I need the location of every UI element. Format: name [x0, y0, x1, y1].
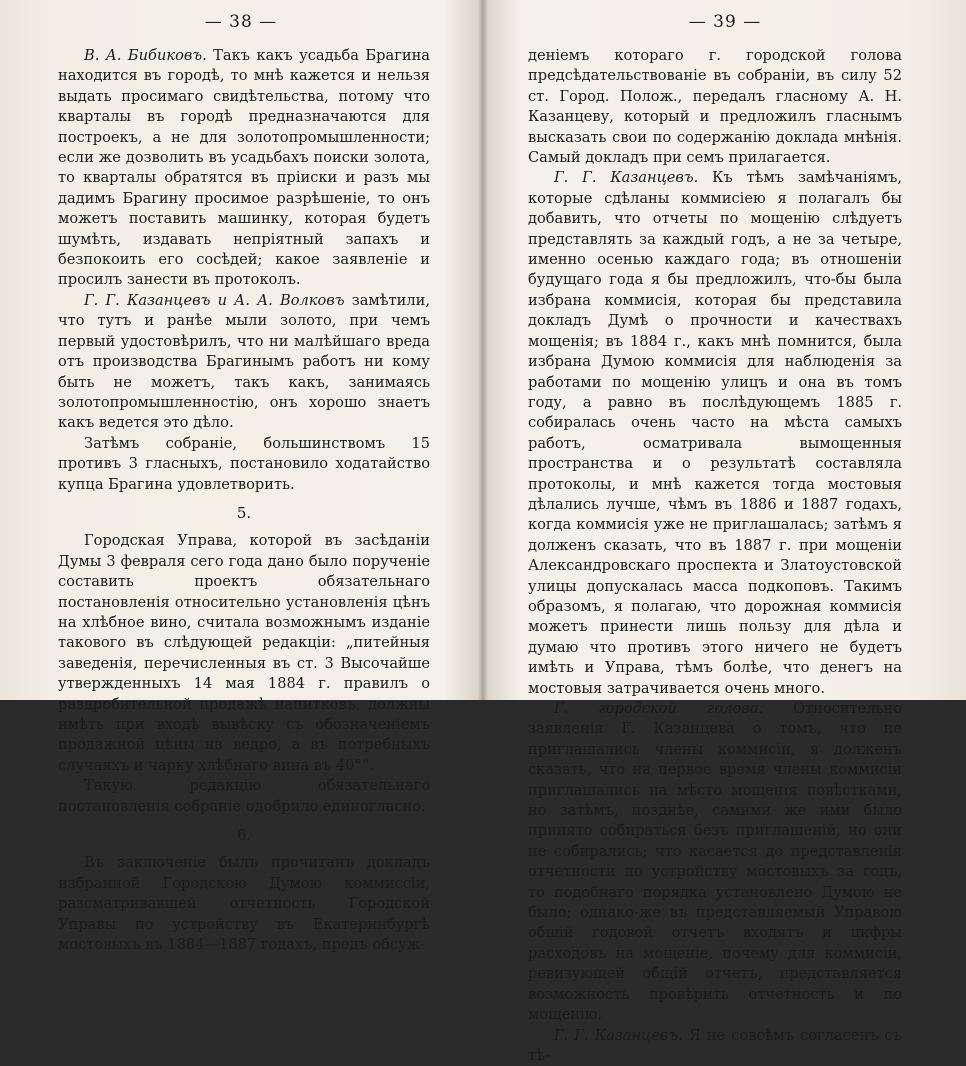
paragraph-text: Затѣмъ собраніе, большинствомъ 15 противъ 3 гласныхъ, постановило ходатайство купца Брагина удовлетворить.: [58, 435, 430, 493]
paragraph-continuation: [528, 46, 902, 168]
page-text: [58, 46, 430, 955]
paragraph-text: Къ тѣмъ замѣчаніямъ, которые сдѣланы коммисіею я полагалъ бы добавить, что отчеты по мощенію слѣдуетъ представлять за каждый годъ, а не за четыре, именно осенью каждаго года; въ отношеніи будущаго года я бы предложилъ, что-бы была избрана коммисія, которая бы представила докладъ Думѣ о прочности и качествахъ мощенія; въ 1884 г., какъ мнѣ помнится, была избрана Думою коммисія для наблюденія за работами по мощенію улицъ и она въ томъ году, а равно въ послѣдующемъ 1885 г. собиралась очень часто на мѣста самыхъ работъ, осматривала вымощенныя пространства и о результатѣ составляла протоколы, и мнѣ кажется тогда мостовыя дѣлались лучше, чѣмъ въ 1886 и 1887 годахъ, когда коммисія уже не приглашалась; затѣмъ я долженъ сказать, что въ 1887 г. при мощеніи Александровскаго проспекта и Златоустовской улицы допускалась масса подкоповъ. Такимъ образомъ, я полагаю, что дорожная коммисія можетъ принести лишь пользу для дѣла и думаю что противъ этого ничего не будетъ имѣть и Управа, тѣмъ болѣе, что денегъ на мостовыя затрачивается очень много.: [528, 169, 902, 696]
paragraph: [58, 776, 430, 817]
paragraph: [58, 291, 430, 434]
left-page: [0, 0, 482, 700]
paragraph-text: Такъ какъ усадьба Брагина находится въ городѣ, то мнѣ кажется и нельзя выдать просимаго свидѣтельства, потому что кварталы въ городѣ предназначаются для построекъ, а не для золотопромышленности; если же дозволить въ усадьбахъ поиски золота, то кварталы обратятся въ пріиски и разъ мы дадимъ Брагину просимое разрѣшеніе, то онъ можетъ поставить машинку, которая будетъ шумѣть, издавать непріятный запахъ и безпокоить его сосѣдей; какое заявленіе и просилъ занести въ протоколъ.: [58, 47, 430, 288]
paragraph-text: Въ заключеніе былъ прочитанъ докладъ избранной Городскою Думою коммиссіи, разсматривавшей отчетность Городской Управы по устройству въ Екатеринбургѣ мостовыхъ въ 1884—1887 годахъ, предъ обсуж-: [58, 854, 430, 953]
page-number: — 39 —: [484, 12, 966, 32]
speaker-name: Г. Г. Казанцевъ.: [554, 169, 698, 186]
paragraph: [58, 853, 430, 955]
paragraph-text: деніемъ котораго г. городской голова предсѣдательствованіе въ собраніи, въ силу 52 ст. Город. Полож., передалъ гласному А. Н. Казанцеву, который и предложилъ гласнымъ высказать свои по содержанію доклада мнѣнія. Самый докладъ при семъ прилагается.: [528, 47, 902, 166]
right-page: [484, 0, 966, 700]
paragraph-text: Я не совсѣмъ согласенъ съ тѣ-: [528, 1027, 902, 1064]
paragraph: [528, 168, 902, 699]
speaker-name: Г. Г. Казанцевъ.: [554, 1027, 683, 1044]
section-number: 5.: [58, 503, 430, 523]
speaker-name: Г. Г. Казанцевъ и А. А. Волковъ: [84, 292, 345, 309]
page-text: [528, 46, 902, 1066]
paragraph-text: Относительно заявленія Г. Казанцева о томъ, что не приглашались члены коммисіи, я долженъ сказать, что на первое время члены коммисіи приглашались на мѣсто мощенія повѣстками, но затѣмъ, позднѣе, самими же ими было принято собираться безъ приглашеній, но они не собирались; что касается до представленія отчетности по устройству мостовыхъ за годъ, то подобнаго порядка установлено Думою не было; однако-же въ представляемый Управою общій годовой отчетъ входятъ и цифры расходовъ на мощеніе, почему для коммисіи, ревизующей общій отчетъ, представляется возможность провѣрить отчетность и по мощенію.: [528, 700, 902, 1023]
speaker-name: Г. городской голова.: [554, 700, 763, 717]
paragraph: [58, 46, 430, 291]
paragraph-text: Такую редакцію обязательнаго постановленія собраніе одобрило единогласно.: [58, 777, 430, 814]
paragraph: [58, 434, 430, 495]
paragraph: [58, 531, 430, 776]
page-number: — 38 —: [0, 12, 482, 32]
paragraph-text: замѣтили, что тутъ и ранѣе мыли золото, при чемъ первый удостовѣрилъ, что ни малѣйшаго вреда отъ производства Брагинымъ работъ ни кому быть не можетъ, такъ какъ, занимаясь золотопромышленностію, онъ хорошо знаетъ какъ ведется это дѣло.: [58, 292, 430, 431]
speaker-name: В. А. Бибиковъ.: [84, 47, 207, 64]
paragraph: [528, 1026, 902, 1066]
paragraph-text: Городская Управа, которой въ засѣданіи Думы 3 февраля сего года дано было порученіе составить проектъ обязательнаго постановленія относительно установленія цѣнъ на хлѣбное вино, считала возможнымъ изданіе такового въ слѣдующей редакціи: „питейныя заведенія, перечисленныя въ ст. 3 Высочайше утвержденныхъ 14 мая 1884 г. правилъ о раздробительной продажѣ напитковъ, должны имѣть при входѣ вывѣску съ обозначеніемъ продажной цѣны на ведро, а въ потребныхъ случаяхъ и чарку хлѣбнаго вина въ 40°“.: [58, 532, 430, 773]
section-number: 6.: [58, 825, 430, 845]
paragraph: [528, 699, 902, 1026]
